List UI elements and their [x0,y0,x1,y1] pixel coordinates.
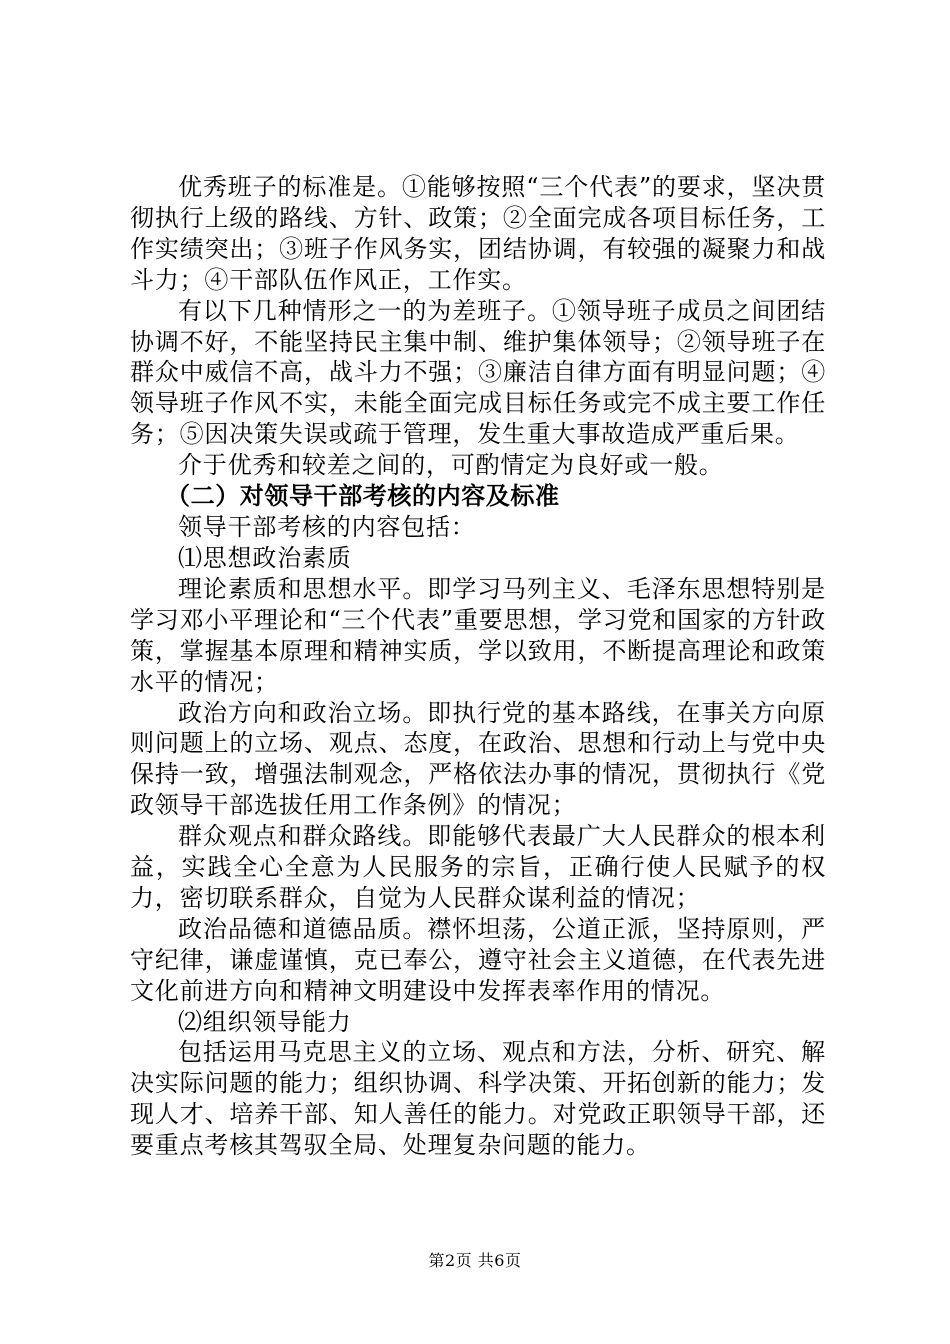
subheading-political-quality: ⑴思想政治素质 [178,543,352,572]
paragraph-mass-line: 群众观点和群众路线。即能够代表最广大人民群众的根本利益，实践全心全意为人民服务的宗旨，正确行使人民赋予的权力，密切联系群众，自觉为人民群众谋利益的情况； [130,822,826,912]
paragraph-theory-quality: 理论素质和思想水平。即学习马列主义、毛泽东思想特别是学习邓小平理论和“三个代表”重要思想，学习党和国家的方针政策，掌握基本原理和精神实质，学以致用，不断提高理论和政策水平的情况； [130,574,826,696]
paragraph-excellent-team-standard: 优秀班子的标准是。①能够按照“三个代表”的要求，坚决贯彻执行上级的路线、方针、政策；②全面完成各项目标任务，工作实绩突出；③班子作风务实，团结协调，有较强的凝聚力和战斗力；④干部队伍作风正，工作实。 [130,173,826,294]
paragraph-middle-grade: 介于优秀和较差之间的，可酌情定为良好或一般。 [178,451,724,480]
section-heading-cadre-assessment: （二）对领导干部考核的内容及标准 [166,482,560,511]
paragraph-assessment-intro: 领导干部考核的内容包括： [178,513,476,542]
document-body [130,172,826,1161]
paragraph-political-direction: 政治方向和政治立场。即执行党的基本路线，在事关方向原则问题上的立场、观点、态度，在政治、思想和行动上与党中央保持一致，增强法制观念，严格依法办事的情况，贯彻执行《党政领导干部选拔任用工作条例》的情况； [130,698,826,820]
page-number-footer: 第2页 共6页 [428,1251,522,1270]
paragraph-leadership-ability: 包括运用马克思主义的立场、观点和方法，分析、研究、解决实际问题的能力；组织协调、科学决策、开拓创新的能力；发现人才、培养干部、知人善任的能力。对党政正职领导干部，还要重点考核其驾驭全局、处理复杂问题的能力。 [130,1038,826,1160]
paragraph-moral-character: 政治品德和道德品质。襟怀坦荡，公道正派，坚持原则，严守纪律，谦虚谨慎，克已奉公，遵守社会主义道德，在代表先进文化前进方向和精神文明建设中发挥表率作用的情况。 [130,914,826,1005]
subheading-leadership-ability: ⑵组织领导能力 [178,1007,352,1036]
paragraph-poor-team-criteria: 有以下几种情形之一的为差班子。①领导班子成员之间团结协调不好，不能坚持民主集中制、维护集体领导；②领导班子在群众中威信不高，战斗力不强；③廉洁自律方面有明显问题；④领导班子作风不实，未能全面完成目标任务或完不成主要工作任务；⑤因决策失误或疏于管理，发生重大事故造成严重后果。 [130,296,826,449]
